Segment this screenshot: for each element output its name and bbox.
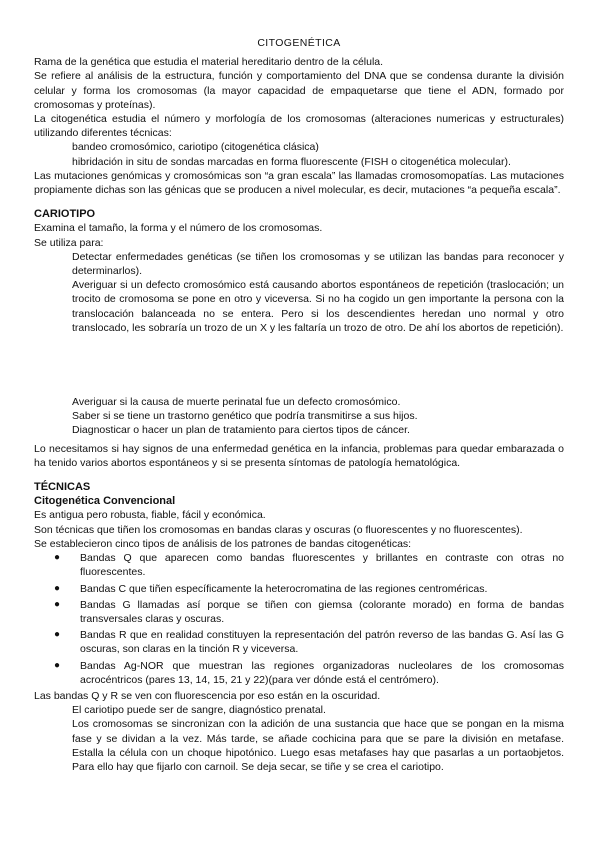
intro-paragraph: La citogenética estudia el número y morfología de los cromosomas (alteraciones numericas y estructurales) utilizando diferentes técnicas: xyxy=(34,113,564,140)
tecnicas-line: Se establecieron cinco tipos de análisis de los patrones de bandas citogenéticas: xyxy=(34,537,412,550)
list-item xyxy=(34,628,564,656)
cariotipo-use: Averiguar si la causa de muerte perinatal fue un defecto cromosómico. xyxy=(72,396,401,409)
list-item xyxy=(34,551,564,579)
cariotipo-heading: CARIOTIPO xyxy=(34,208,96,221)
band-text: Bandas C que tiñen específicamente la heterocromatina de las regiones centroméricas. xyxy=(80,582,488,595)
bullet-icon: ● xyxy=(54,582,61,594)
band-text: Bandas R que en realidad constituyen la representación del patrón reverso de las bandas G. Así las G oscuras, son claras en la tinción R y viceversa. xyxy=(80,629,564,656)
technique-line: hibridación in situ de sondas marcadas en forma fluorescente (FISH o citogenética molecular). xyxy=(72,155,511,168)
bullet-icon: ● xyxy=(54,598,61,610)
cariotipo-need: Lo necesitamos si hay signos de una enfermedad genética en la infancia, problemas para quedar embarazada o ha tenido varios abortos espontáneos y si se presenta síntomas de patología hematológica. xyxy=(34,442,564,469)
intro-paragraph: Se refiere al análisis de la estructura, función y comportamiento del DNA que se condensa durante la división celular y forma los cromosomas (la mayor capacidad de empaquetarse que tiene el ADN, formado por cromosomas y proteínas). xyxy=(34,70,564,111)
mutations-paragraph: Las mutaciones genómicas y cromosómicas son “a gran escala” las llamadas cromosomopatías. Las mutaciones propiamente dichas son las génicas que se producen a nivel molecular, es decir, mutaciones “a pequeña escala”. xyxy=(34,169,564,197)
cariotipo-line: Se utiliza para: xyxy=(34,236,104,249)
tecnicas-line: Son técnicas que tiñen los cromosomas en bandas claras y oscuras (o fluorescentes y no fluorescentes). xyxy=(34,523,523,536)
tecnicas-heading: TÉCNICAS xyxy=(34,481,91,494)
cariotipo-use: Diagnosticar o hacer un plan de tratamiento para ciertos tipos de cáncer. xyxy=(72,424,410,437)
cariotipo-line: Examina el tamaño, la forma y el número de los cromosomas. xyxy=(34,222,323,235)
page-title: CITOGENÉTICA xyxy=(257,37,341,49)
technique-line: bandeo cromosómico, cariotipo (citogenética clásica) xyxy=(72,141,319,154)
karyotype-procedure: Los cromosomas se sincronizan con la adición de una sustancia que hace que se pongan en la misma fase y se dividan a la vez. Más tarde, se añade cochicina para que se pare la división en metafase. Estalla la célula con un choque hipotónico. Luego esas metafases hay que pasarlas a un portaobjetos. Para ello hay que fijarlo con carnoil. Se deja secar, se tiñe y se crea el cariotipo. xyxy=(72,718,564,773)
band-text: Bandas Q que aparecen como bandas fluorescentes y brillantes en contraste con otras no fluorescentes. xyxy=(80,552,564,579)
bullet-icon: ● xyxy=(54,629,61,641)
band-text: Bandas Ag-NOR que muestran las regiones organizadoras nucleolares de los cromosomas acrocéntricos (pares 13, 14, 15, 21 y 22)(para ver dónde está el centrómero). xyxy=(80,659,564,686)
band-text: Bandas G llamadas así porque se tiñen con giemsa (colorante morado) en forma de bandas transversales claras y oscuras. xyxy=(80,598,564,625)
tecnicas-subheading: Citogenética Convencional xyxy=(34,495,176,508)
blank-space xyxy=(34,335,564,395)
list-item xyxy=(34,598,564,626)
intro-paragraph: Rama de la genética que estudia el material hereditario dentro de la célula. xyxy=(34,56,384,69)
karyotype-note: El cariotipo puede ser de sangre, diagnóstico prenatal. xyxy=(72,704,326,717)
cariotipo-use: Saber si se tiene un trastorno genético que podría transmitirse a sus hijos. xyxy=(72,410,418,423)
bands-list xyxy=(34,551,564,687)
bullet-icon: ● xyxy=(54,552,61,564)
document-page xyxy=(34,36,564,774)
tecnicas-line: Es antigua pero robusta, fiable, fácil y económica. xyxy=(34,509,266,522)
bullet-icon: ● xyxy=(54,659,61,671)
list-item xyxy=(34,659,564,687)
list-item xyxy=(34,582,564,596)
fluorescence-note: Las bandas Q y R se ven con fluorescencia por eso están en la oscuridad. xyxy=(34,689,381,702)
cariotipo-use: Averiguar si un defecto cromosómico está causando abortos espontáneos de repetición (traslocación; un trocito de cromosoma se pone en otro y viceversa. Si no ha cogido un gen importante la persona con la translocación balanceada no se entera. Pero si los descendientes heredan uno normal y otro translocado, les sobraría un trozo de un X y les faltaría un trozo de otro. De ahí los abortos de repetición). xyxy=(72,279,564,334)
cariotipo-use: Detectar enfermedades genéticas (se tiñen los cromosomas y se utilizan las bandas para reconocer y determinarlos). xyxy=(72,250,564,278)
